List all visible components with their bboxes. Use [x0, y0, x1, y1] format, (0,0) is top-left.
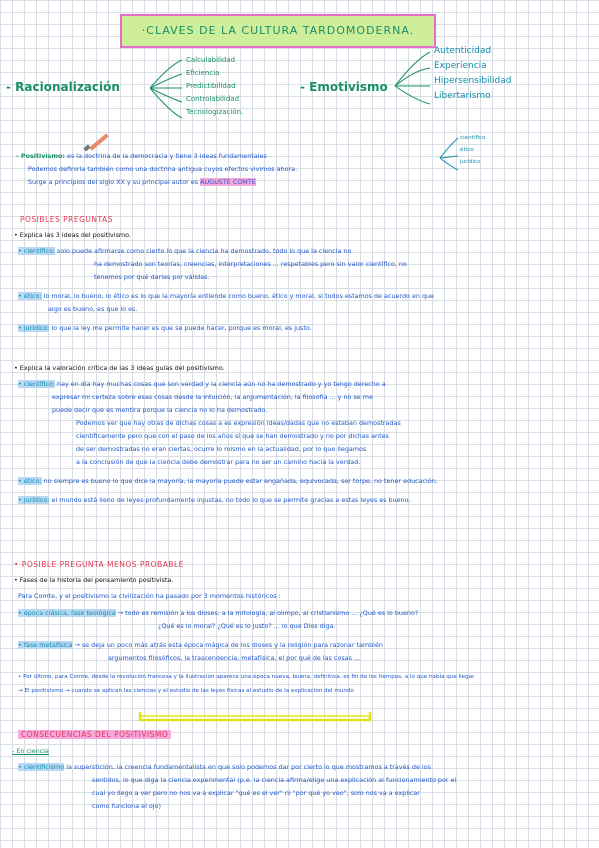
racionalizacion-label: - Racionalización [6, 80, 120, 94]
list-item: Eficiencia [186, 69, 220, 77]
q2-answers: • científico: hay en día hay muchas cosas que son verdad y la ciencia aún no ha demostrado y yo tengo derecho a expresar mi certeza sobre esas cosas desde la intuición, la argumentación, la filosofía ... y no se me puede decir que es mentira porque la ciencia no lo ha demostrado. Podemos ver que hay otras de dichas cosas a es expresión ideas/dadas que no estaban demostradas científicamente pero que con el paso de los años sí que se han demostrado y no por dichas antes de ser demostradas no eran ciertas, ocurre lo mismo en la actualidad, por lo que llegamos a la conclusión de que la ciencia debe demostrar para no ser un camino hacia la verdad. • ético: no siempre es bueno lo que dice la mayoría, la mayoría puede estar engañada, equivocada, ser torpe, no tener educación. • jurídico: el mundo está lleno de leyes profundamente injustas, no todo lo que se permite gracias a estas leyes es bueno. [18, 380, 438, 504]
list-item: científico [460, 135, 486, 141]
consequences-header: CONSECUENCIAS DEL POSITIVISMO [18, 730, 171, 739]
list-item: Calculabilidad [186, 56, 236, 64]
list-item: Hipersensibilidad [434, 76, 512, 86]
emotivismo-label: - Emotivismo [300, 80, 388, 94]
q3-prompt: • Fases de la historia del pensamiento positivista. [14, 576, 174, 584]
en-ciencia-label: - En ciencia [12, 747, 49, 755]
list-item: ético [460, 147, 474, 153]
page-title: ·CLAVES DE LA CULTURA TARDOMODERNA. [120, 14, 436, 48]
pen-doodle [83, 133, 108, 151]
list-item: Experiencia [434, 61, 487, 71]
list-item: Controlabilidad [186, 95, 240, 103]
positivismo-lead: - Positivismo: [16, 152, 65, 160]
q1-prompt: • Explica las 3 ideas del positivismo. [14, 231, 131, 239]
list-item: Predictibilidad [186, 82, 236, 90]
q4-answers: • cientificismo la superstición, la creencia fundamentalista en que solo podemos dar por cierto lo que mostramos a través de los sentidos, lo que diga la ciencia experimental (p.e. la ciencia afirma/elige una explicación al funcionamiento por el cual yo llego a ver pero no nos va a explicar "qué es el ver" ni "por qué yo veo", solo nos va a explicar como funciona el ojo) [18, 763, 457, 810]
q1-answers: • científico: solo puede afirmarse como cierto lo que la ciencia ha demostrado, todo lo que la ciencia no ha demostrado son teorías, creencias, interpretaciones ... respetables pero sin valor científico, no tenemos por qué darlas por válidas. • ético: lo moral, lo bueno, lo ético es lo que la mayoría entiende como bueno, ético y moral, si todos estamos de acuerdo en que algo es bueno, es que lo es. • jurídico: lo que la ley me permite hacer es que se puede hacer, porque es moral, es justo. [18, 247, 434, 332]
q3-answers: Para Comte, y el positivismo la civilización ha pasado por 3 momentos históricos : • época clásica, fase teológica → todo es remisión a los dioses, a la mitología, al olimpo, al cristianismo ... ¿Qué es lo bueno? ¿Qué es lo moral? ¿Qué es lo justo? ... lo que Dios diga. • fase metafísica → se deja un poco más atrás esta época mágica de los dioses y la religión para razonar también argumentos filosóficos, la trascendencia, metafísica, el por qué de las cosas ... • Por último, para Comte, desde la revolución francesa y la ilustración aparece una época nueva, buena, definitiva, es fin de los tiempos, a lo que había que llegar → El positivismo → cuando se aplican las ciencias y el estudio de las leyes físicas al estudio de la explicación del mundo [18, 592, 475, 694]
author-highlight: AUGUSTE COMTE [200, 178, 256, 186]
less-probable-question-header: • POSIBLE PREGUNTA MENOS PROBABLE [14, 560, 184, 569]
list-item: Tecnologización. [186, 108, 244, 116]
list-item: jurídico [460, 159, 481, 165]
list-item: Libertarismo [434, 91, 491, 101]
list-item: Autenticidad [434, 46, 492, 56]
racionalizacion-list [186, 54, 243, 119]
q2-prompt: • Explica la valoración crítica de las 3 ideas guías del positivismo. [14, 364, 225, 372]
positivismo-ideas [460, 132, 485, 168]
possible-questions-header: POSIBLES PREGUNTAS [20, 215, 113, 224]
emotivismo-list [434, 44, 512, 104]
positivismo-block: - Positivismo: es la doctrina de la democracia y tiene 3 ideas fundamentales Podemos definirla también como una doctrina antigua cuyos efectos vivimos ahora. Surge a principios del siglo XX y su principal autor es AUGUSTE COMTE [16, 152, 298, 186]
